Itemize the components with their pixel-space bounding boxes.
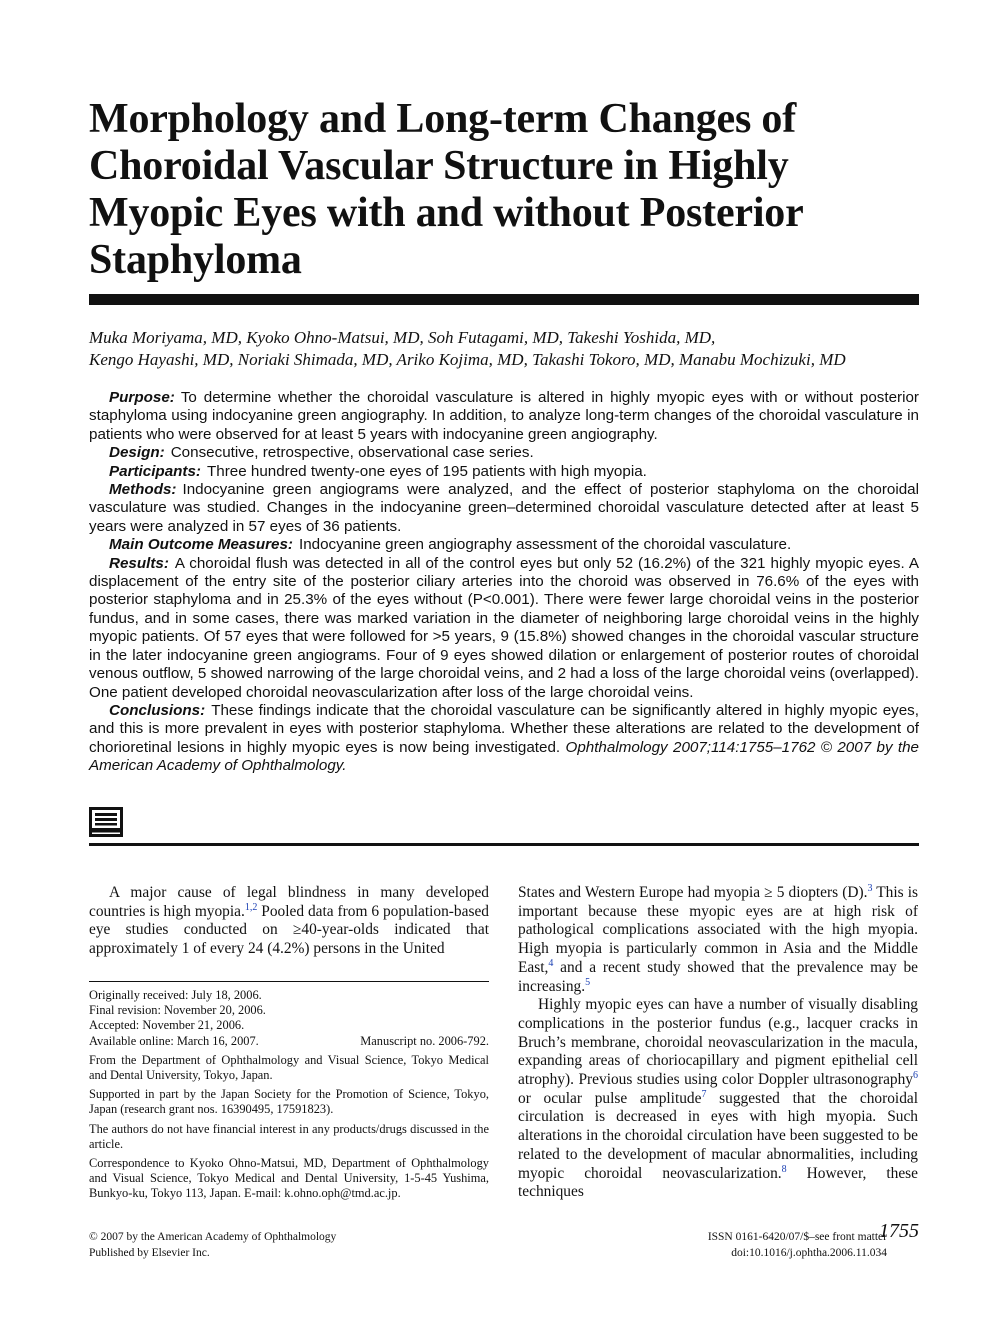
online-row xyxy=(89,1034,489,1049)
issn-line: ISSN 0161-6420/07/$–see front matter xyxy=(707,1231,887,1243)
abstract-conclusions xyxy=(89,702,919,776)
reference-link[interactable]: 5 xyxy=(585,976,591,988)
reference-link[interactable]: 3 xyxy=(867,882,873,894)
purpose-text: To determine whether the choroidal vasculature is altered in highly myopic eyes with or without posterior staphyloma using indocyanine green angiography. In addition, to analyze long-term changes of the choroidal vasculature in patients who were observed for at least 5 years with indocyanine green angiography. xyxy=(89,389,919,443)
abstract-outcome xyxy=(89,536,919,554)
reference-link[interactable]: 1,2 xyxy=(244,901,258,913)
body-column-left xyxy=(89,884,489,959)
body-paragraph xyxy=(518,996,918,1202)
outcome-label: Main Outcome Measures: xyxy=(109,536,293,554)
participants-label: Participants: xyxy=(109,462,201,480)
footer-right xyxy=(708,1229,887,1261)
methods-label: Methods: xyxy=(109,481,177,499)
abstract-methods xyxy=(89,481,919,536)
body-text: States and Western Europe had myopia ≥ 5 diopters (D). xyxy=(518,884,868,901)
author-list xyxy=(89,327,929,371)
reference-link[interactable]: 6 xyxy=(913,1069,918,1081)
body-text: Pooled data from 6 population-based eye studies conducted on ≥40-year-olds indicated that approximately 1 of every 24 (4.2%) persons in the United xyxy=(89,902,489,958)
article-history xyxy=(89,988,489,1049)
footnote-divider xyxy=(89,981,489,982)
doi-line: doi:10.1016/j.ophtha.2006.11.034 xyxy=(731,1247,887,1259)
body-paragraph xyxy=(518,884,918,996)
manuscript-number: Manuscript no. 2006-792. xyxy=(360,1033,489,1048)
body-text: A major cause of legal blindness in many developed countries is high myopia. xyxy=(89,884,489,920)
body-text: suggested that the choroidal circulation is decreased in eyes with high myopia. Such alterations in the choroidal circulation have been suggested to be related to the development of macular abnormalities, including myopic choroidal neovascularization. xyxy=(518,1089,918,1182)
participants-text: Three hundred twenty-one eyes of 195 patients with high myopia. xyxy=(207,462,647,480)
interest-note: The authors do not have financial interest in any products/drugs discussed in the article. xyxy=(89,1121,489,1151)
affiliation-note: From the Department of Ophthalmology and Visual Science, Tokyo Medical and Dental University, Tokyo, Japan. xyxy=(89,1052,489,1083)
page-number: 1755 xyxy=(879,1220,919,1242)
computer-icon xyxy=(89,807,123,837)
body-text: This is important because these myopic eyes are at high risk of pathological complications associated with the high myopia. High myopia is particularly common in Asia and the Middle East, xyxy=(518,884,918,976)
body-paragraph xyxy=(89,884,489,959)
revision-date: Final revision: November 20, 2006. xyxy=(89,1003,266,1018)
abstract-purpose xyxy=(89,389,919,444)
author-line-2: Kengo Hayashi, MD, Noriaki Shimada, MD, Ariko Kojima, MD, Takashi Tokoro, MD, Manabu Mochizuki, MD xyxy=(89,350,846,369)
reference-link[interactable]: 4 xyxy=(548,957,554,969)
design-text: Consecutive, retrospective, observational case series. xyxy=(170,444,534,462)
reference-link[interactable]: 8 xyxy=(781,1163,787,1175)
footnotes xyxy=(89,988,489,1206)
abstract-divider xyxy=(89,843,919,846)
support-note: Supported in part by the Japan Society for the Promotion of Science, Tokyo, Japan (research grant nos. 16390495, 17591823). xyxy=(89,1087,489,1117)
author-line-1: Muka Moriyama, MD, Kyoko Ohno-Matsui, MD, Soh Futagami, MD, Takeshi Yoshida, MD, xyxy=(89,328,716,347)
conclusions-label: Conclusions: xyxy=(109,701,206,719)
methods-text: Indocyanine green angiograms were analyzed, and the effect of posterior staphyloma on the choroidal vasculature was studied. Changes in the indocyanine green–determined choroidal vasculature detected after at least 5 years were analyzed in 57 eyes of 36 patients. xyxy=(89,481,919,535)
outcome-text: Indocyanine green angiography assessment of the choroidal vasculature. xyxy=(299,536,792,554)
title-divider xyxy=(89,294,919,305)
results-text: A choroidal flush was detected in all of the control eyes but only 52 (16.2%) of the 321 highly myopic eyes. A displacement of the entry site of the posterior ciliary arteries into the choroid was observed in 76.6% of the eyes with posterior staphyloma and in 25.3% of the eyes without (P<0.001). There were fewer large choroidal veins in the posterior fundus, and in some cases, there was marked variation in the diameter of neighboring large choroidal veins in the highly myopic patients. Of 57 eyes that were followed for >5 years, 9 (15.8%) showed changes in the choroidal vascular structure in the later indocyanine green angiograms. Four of 9 eyes showed dilation or enlargement of posterior routes of choroidal venous outflow, 5 showed narrowing of the large choroidal veins, and 2 had a loss of the large choroidal veins (overlapped). One patient developed choroidal neovascularization after loss of the large choroidal veins. xyxy=(89,554,919,701)
abstract-participants xyxy=(89,463,919,481)
body-text: Highly myopic eyes can have a number of visually disabling complications in the posterior fundus (e.g., lacquer cracks in Bruch’s membrane, choroidal neovascularization in the macula, expanding areas of choriocapillary and pigment epithelial cell atrophy). Previous studies using color Doppler ultrasonography xyxy=(518,996,918,1089)
abstract-design xyxy=(89,444,919,462)
copyright-line: © 2007 by the American Academy of Ophthalmology xyxy=(89,1231,337,1243)
article-title: Morphology and Long-term Changes of Choroidal Vascular Structure in Highly Myopic Eyes with and without Posterior Staphyloma xyxy=(89,96,803,283)
journal-citation: Ophthalmology 2007;114:1755–1762 © 2007 by the American Academy of Ophthalmology. xyxy=(89,738,919,775)
body-text: However, these techniques xyxy=(518,1164,918,1201)
body-text: and a recent study showed that the prevalence may be increasing. xyxy=(518,958,918,995)
abstract xyxy=(89,389,919,776)
received-date: Originally received: July 18, 2006. xyxy=(89,988,262,1002)
correspondence-note: Correspondence to Kyoko Ohno-Matsui, MD, Department of Ophthalmology and Visual Science, Tokyo Medical and Dental University, 1-5-45 Yushima, Bunkyo-ku, Tokyo 113, Japan. E-mail: k.ohno.oph@tmd.ac.jp. xyxy=(89,1156,489,1201)
body-text: or ocular pulse amplitude xyxy=(518,1089,702,1107)
publisher-line: Published by Elsevier Inc. xyxy=(89,1247,210,1259)
reference-link[interactable]: 7 xyxy=(701,1088,707,1100)
design-label: Design: xyxy=(109,444,165,462)
abstract-results xyxy=(89,555,919,702)
accepted-date: Accepted: November 21, 2006. xyxy=(89,1018,245,1033)
results-label: Results: xyxy=(109,554,169,572)
online-date: Available online: March 16, 2007. xyxy=(89,1033,259,1048)
body-column-right xyxy=(518,884,918,1202)
footer-left xyxy=(89,1229,336,1261)
conclusions-text: These findings indicate that the choroidal vasculature can be significantly altered in highly myopic eyes, and this is more prevalent in eyes with posterior staphyloma. Whether these alterations are related to the development of chorioretinal lesions in highly myopic eyes is now being investigated. xyxy=(89,701,919,756)
purpose-label: Purpose: xyxy=(109,389,175,406)
